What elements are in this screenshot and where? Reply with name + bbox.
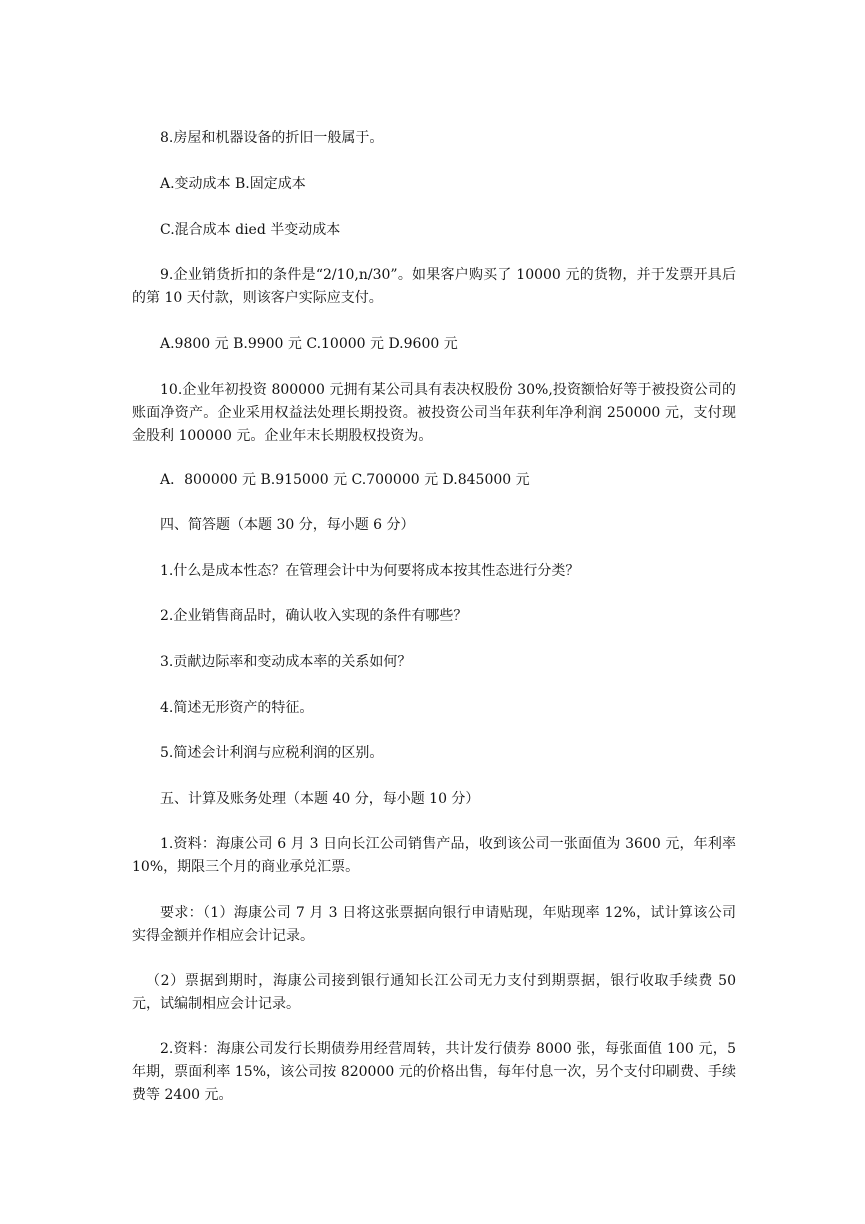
section-4-heading: 四、简答题（本题 30 分，每小题 6 分） (160, 517, 415, 533)
question-9-options: A.9800 元 B.9900 元 C.10000 元 D.9600 元 (160, 336, 458, 352)
question-8-options-cd: C.混合成本 died 半变动成本 (160, 222, 341, 238)
calculation-1-requirement-1: 要求：（1）海康公司 7 月 3 日将这张票据向银行申请贴现，年贴现率 12%，试计算该公司实得金额并作相应会计记录。 (132, 905, 736, 944)
section-5-heading: 五、计算及账务处理（本题 40 分，每小题 10 分） (160, 791, 480, 807)
short-answer-5: 5.简述会计利润与应税利润的区别。 (160, 745, 384, 761)
calculation-1-data: 1.资料：海康公司 6 月 3 日向长江公司销售产品，收到该公司一张面值为 3600 元，年利率 10%，期限三个月的商业承兑汇票。 (132, 836, 736, 875)
short-answer-1: 1.什么是成本性态？在管理会计中为何要将成本按其性态进行分类？ (160, 563, 580, 579)
question-10-options: A．800000 元 B.915000 元 C.700000 元 D.845000 元 (160, 472, 530, 488)
short-answer-2: 2.企业销售商品时，确认收入实现的条件有哪些？ (160, 608, 468, 624)
question-9: 9.企业销货折扣的条件是“2/10,n/30”。如果客户购买了 10000 元的货物，并于发票开具后的第 10 天付款，则该客户实际应支付。 (132, 267, 736, 306)
calculation-2-data: 2.资料：海康公司发行长期债券用经营周转，共计发行债券 8000 张，每张面值 100 元，5 年期，票面利率 15%，该公司按 820000 元的价格出售，每年付息一次，另个支付印刷费、手续费等 2400 元。 (132, 1041, 736, 1103)
short-answer-3: 3.贡献边际率和变动成本率的关系如何？ (160, 654, 412, 670)
question-8: 8.房屋和机器设备的折旧一般属于。 (160, 130, 384, 146)
calculation-1-requirement-2: （2）票据到期时，海康公司接到银行通知长江公司无力支付到期票据，银行收取手续费 50 元，试编制相应会计记录。 (132, 973, 736, 1012)
question-8-options-ab: A.变动成本 B.固定成本 (160, 176, 306, 192)
question-10: 10.企业年初投资 800000 元拥有某公司具有表决权股份 30%,投资额恰好等于被投资公司的账面净资产。企业采用权益法处理长期投资。被投资公司当年获利年净利润 250000 元，支付现金股利 100000 元。企业年末长期股权投资为。 (132, 382, 736, 444)
short-answer-4: 4.简述无形资产的特征。 (160, 700, 314, 716)
